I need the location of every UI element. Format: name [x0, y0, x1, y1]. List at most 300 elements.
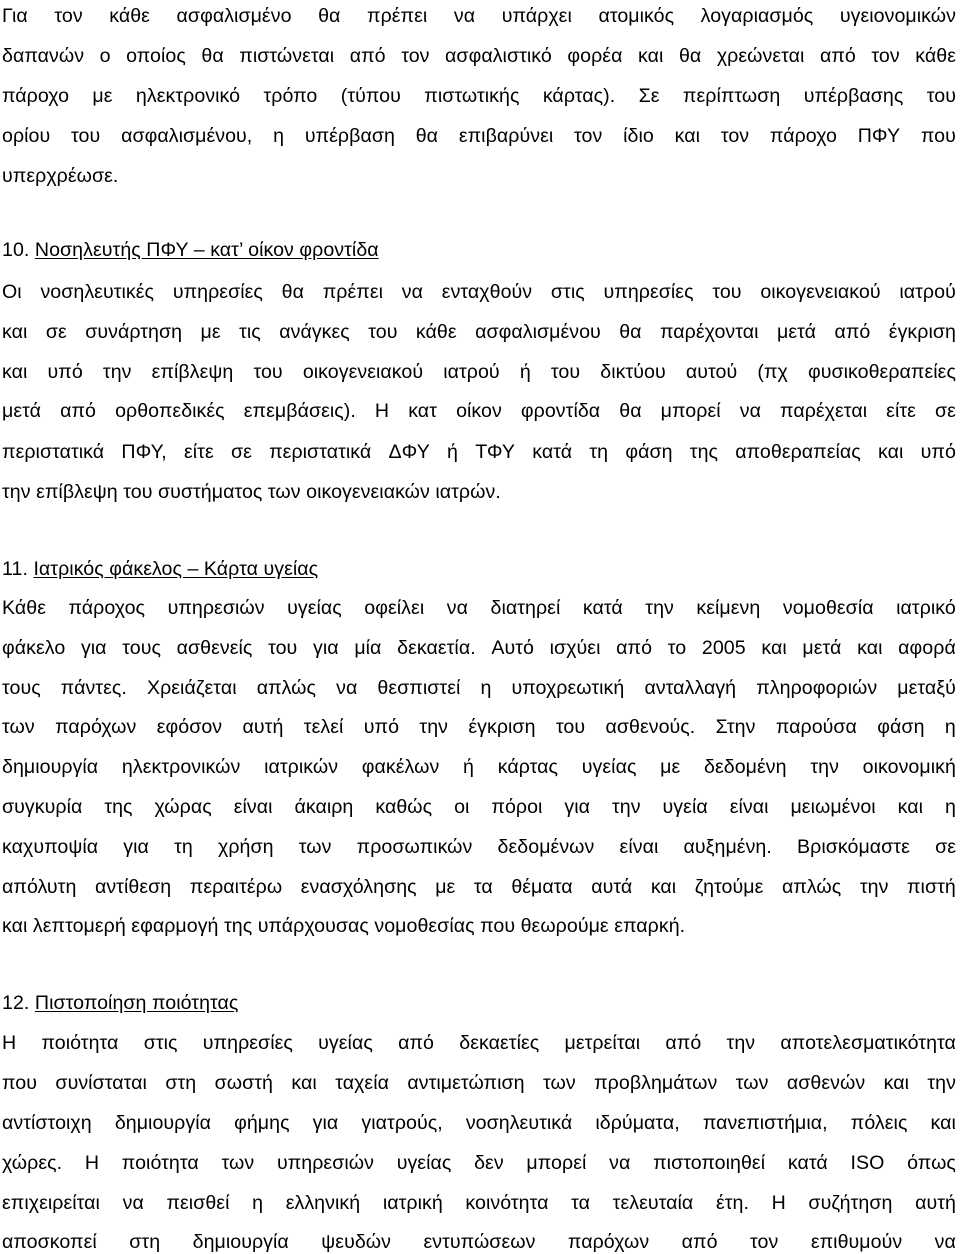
intro-line-5: υπερχρέωσε. — [2, 165, 119, 187]
word: ΔΦΥ — [388, 441, 430, 463]
word: προσωπικών — [356, 836, 473, 858]
word: μετρείται — [564, 1032, 641, 1054]
section-11-line-2 — [2, 636, 956, 660]
word: Η — [84, 1152, 100, 1174]
intro-line-4 — [2, 124, 956, 148]
word: αυτή — [915, 1192, 956, 1214]
intro-line-3 — [2, 84, 956, 108]
word: κάρτας — [497, 756, 559, 778]
section-12-line-4 — [2, 1151, 956, 1175]
word: της — [104, 796, 133, 818]
word: την — [859, 876, 889, 898]
word: υγείας — [396, 1152, 452, 1174]
section-11-line-5 — [2, 755, 956, 779]
word: επιθυμούν — [810, 1231, 903, 1253]
word: κάθε — [915, 45, 956, 67]
word: Σε — [638, 85, 660, 107]
word: χρεώνεται — [716, 45, 805, 67]
word: αντιμετώπιση — [407, 1072, 525, 1094]
word: έτη. — [715, 1192, 749, 1214]
word: υπηρεσίες — [202, 1032, 293, 1054]
word: που — [2, 1072, 38, 1094]
word: τον — [54, 5, 83, 27]
word: και — [761, 637, 787, 659]
word: και — [2, 361, 28, 383]
word: δαπανών — [2, 45, 85, 67]
word: μπορεί — [526, 1152, 587, 1174]
word: απόλυτη — [2, 876, 77, 898]
word: και — [883, 1072, 909, 1094]
word: από — [349, 45, 386, 67]
word: παρούσα — [775, 716, 857, 738]
word: περαιτέρω — [189, 876, 283, 898]
word: να — [453, 5, 476, 27]
word: παρέχεται — [780, 400, 868, 422]
word: θέματα — [511, 876, 573, 898]
word: παρόχων — [55, 716, 137, 738]
word: είτε — [886, 400, 916, 422]
word: απλώς — [781, 876, 842, 898]
section-12-line-2 — [2, 1071, 956, 1095]
word: συζήτηση — [808, 1192, 893, 1214]
word: πρέπει — [367, 5, 428, 27]
word: η — [480, 677, 492, 699]
word: θα — [281, 281, 304, 303]
word: φυσικοθεραπείες — [807, 361, 956, 383]
word: ηλεκτρονικών — [121, 756, 241, 778]
word: τον — [574, 125, 603, 147]
word: ιατρική — [382, 1192, 443, 1214]
word: του — [71, 125, 101, 147]
word: φορέα — [567, 45, 623, 67]
word: ή — [463, 756, 474, 778]
word: έγκριση — [888, 321, 956, 343]
word: ΠΦΥ — [857, 125, 901, 147]
word: μετά — [776, 321, 816, 343]
word: υπέρβασης — [803, 85, 904, 107]
word: κατά — [787, 1152, 828, 1174]
word: ατομικός — [598, 5, 675, 27]
word: ανάγκες — [279, 321, 350, 343]
word: πιστώνεται — [239, 45, 335, 67]
section-12-heading — [2, 991, 956, 1015]
word: που — [920, 125, 956, 147]
word: σωστή — [214, 1072, 273, 1094]
word: λογαριασμός — [700, 5, 814, 27]
word: τις — [239, 321, 261, 343]
word: ασθενούς. — [605, 716, 696, 738]
word: δεν — [474, 1152, 504, 1174]
word: παρόχων — [567, 1231, 650, 1253]
word: του — [712, 281, 742, 303]
word: ενασχόλησης — [300, 876, 417, 898]
word: του — [253, 361, 283, 383]
word: τον — [871, 45, 900, 67]
word: φήμης — [234, 1112, 290, 1134]
word: αυτά — [591, 876, 633, 898]
word: στη — [165, 1072, 197, 1094]
word: θα — [619, 321, 642, 343]
section-11-line-4 — [2, 715, 956, 739]
word: ιατρού — [443, 361, 500, 383]
word: να — [401, 281, 424, 303]
section-12-title: Πιστοποίηση ποιότητας — [34, 992, 239, 1014]
word: με — [435, 876, 456, 898]
word: οίκον — [456, 400, 502, 422]
word: υπό — [363, 716, 400, 738]
word: νοσηλευτικά — [465, 1112, 573, 1134]
word: και — [857, 637, 883, 659]
word: ή — [519, 361, 531, 383]
word: οφείλει — [364, 597, 425, 619]
word: από — [834, 321, 871, 343]
word: στη — [129, 1231, 161, 1253]
section-11-line-1 — [2, 596, 956, 620]
word: με — [200, 321, 221, 343]
word: η — [944, 716, 956, 738]
word: ασθενείς — [176, 637, 253, 659]
word: για — [564, 796, 591, 818]
word: διατηρεί — [490, 597, 561, 619]
section-10-line-6: την επίβλεψη του συστήματος των οικογενειακών ιατρών. — [2, 481, 501, 503]
word: Η — [374, 400, 390, 422]
word: του — [555, 716, 586, 738]
word: κατά — [532, 441, 573, 463]
word: υγειονομικών — [839, 5, 956, 27]
word: του — [268, 637, 298, 659]
word: η — [944, 796, 956, 818]
word: (πχ — [757, 361, 788, 383]
word: χώρας — [154, 796, 212, 818]
word: κοινότητα — [465, 1192, 549, 1214]
word: ιατρικό — [896, 597, 956, 619]
word: Οι — [2, 281, 22, 303]
word: από — [60, 400, 96, 422]
word: οποίος — [126, 45, 186, 67]
word: περιστατικά — [2, 441, 105, 463]
section-12-line-5 — [2, 1191, 956, 1215]
word: δημιουργία — [2, 756, 99, 778]
word: να — [122, 1192, 144, 1214]
word: κείμενη — [696, 597, 761, 619]
word: αφορά — [898, 637, 956, 659]
word: των — [542, 1072, 576, 1094]
word: υπέρβαση — [304, 125, 395, 147]
word: για — [313, 637, 339, 659]
word: συνίσταται — [55, 1072, 147, 1094]
word: πάντες. — [60, 677, 127, 699]
word: είναι — [619, 836, 659, 858]
word: (τύπου — [340, 85, 401, 107]
word: από — [665, 1032, 702, 1054]
word: οικογενειακού — [302, 361, 424, 383]
word: πρέπει — [322, 281, 384, 303]
word: υγείας — [287, 597, 342, 619]
word: ή — [447, 441, 458, 463]
word: και — [897, 796, 924, 818]
word: και — [930, 1112, 956, 1134]
word: την — [645, 597, 674, 619]
word: μία — [354, 637, 382, 659]
word: εντυπώσεων — [423, 1231, 536, 1253]
word: άκαιρη — [294, 796, 354, 818]
word: περίπτωση — [682, 85, 781, 107]
word: ταχεία — [335, 1072, 389, 1094]
word: από — [616, 637, 653, 659]
word: του — [550, 361, 581, 383]
word: τρόπο — [263, 85, 318, 107]
word: πιστοποιηθεί — [653, 1152, 766, 1174]
word: ορθοπεδικές — [115, 400, 225, 422]
word: η — [252, 1192, 264, 1214]
word: ποιότητα — [41, 1032, 119, 1054]
word: θα — [415, 125, 439, 147]
word: μεταξύ — [897, 677, 956, 699]
word: και — [674, 125, 701, 147]
word: την — [419, 716, 448, 738]
word: ο — [99, 45, 111, 67]
section-10-title: Νοσηλευτής ΠΦΥ – κατ’ οίκον φροντίδα — [34, 239, 379, 261]
word: για — [312, 1112, 339, 1134]
word: πάροχος — [68, 597, 146, 619]
intro-line-2 — [2, 44, 956, 68]
word: των — [298, 836, 332, 858]
word: υπηρεσιών — [167, 597, 265, 619]
word: ΤΦΥ — [475, 441, 516, 463]
section-10-line-5 — [2, 440, 956, 464]
word: πανεπιστήμια, — [702, 1112, 828, 1134]
section-10-line-3 — [2, 360, 956, 384]
word: φάση — [877, 716, 925, 738]
word: του — [926, 85, 956, 107]
word: Στην — [715, 716, 756, 738]
word: μετά — [802, 637, 842, 659]
word: επιβαρύνει — [458, 125, 554, 147]
word: ανταλλαγή — [644, 677, 737, 699]
word: Κάθε — [2, 597, 46, 619]
word: φροντίδα — [520, 400, 601, 422]
word: ψευδών — [321, 1231, 392, 1253]
word: θα — [201, 45, 224, 67]
word: 2005 — [701, 637, 746, 659]
word: τα — [571, 1192, 591, 1214]
word: πόλεις — [850, 1112, 908, 1134]
word: κάρτας). — [542, 85, 616, 107]
word: είτε — [183, 441, 214, 463]
word: των — [221, 1152, 255, 1174]
word: είναι — [233, 796, 273, 818]
word: τον — [750, 1231, 779, 1253]
word: τη — [174, 836, 193, 858]
word: ίδιο — [623, 125, 654, 147]
section-11-line-6 — [2, 795, 956, 819]
word: και — [878, 441, 904, 463]
word: κατ — [408, 400, 437, 422]
word: πάροχο — [769, 125, 837, 147]
word: από — [681, 1231, 718, 1253]
word: θεσπιστεί — [377, 677, 461, 699]
word: η — [273, 125, 285, 147]
word: οι — [454, 796, 470, 818]
word: αποτελεσματικότητα — [780, 1032, 956, 1054]
section-11-heading — [2, 557, 956, 581]
section-11-line-9: και λεπτομερή εφαρμογή της υπάρχουσας νομοθεσίας που θεωρούμε επαρκή. — [2, 915, 686, 937]
section-10-line-2 — [2, 320, 956, 344]
word: ασφαλισμένο — [176, 5, 292, 27]
word: πόροι — [491, 796, 543, 818]
word: Βρισκόμαστε — [797, 836, 910, 858]
word: καθώς — [375, 796, 433, 818]
word: των — [735, 1072, 769, 1094]
word: ιατρού — [899, 281, 956, 303]
word: δημιουργία — [114, 1112, 211, 1134]
word: να — [336, 677, 358, 699]
word: τον — [720, 125, 750, 147]
word: στις — [143, 1032, 178, 1054]
word: από — [398, 1032, 434, 1054]
word: να — [934, 1231, 956, 1253]
section-10-line-1 — [2, 280, 956, 304]
word: τους — [2, 677, 41, 699]
word: συνάρτηση — [85, 321, 183, 343]
word: σε — [935, 836, 956, 858]
word: κάθε — [415, 321, 457, 343]
word: τη — [589, 441, 609, 463]
word: Η — [771, 1192, 786, 1214]
word: είναι — [729, 796, 769, 818]
word: χρήση — [218, 836, 274, 858]
word: θα — [318, 5, 341, 27]
word: πάροχο — [2, 85, 70, 107]
word: δικτύου — [600, 361, 666, 383]
word: δεκαετία. — [397, 637, 476, 659]
word: του — [368, 321, 398, 343]
word: ελληνική — [285, 1192, 361, 1214]
word: για — [123, 836, 149, 858]
word: σε — [935, 400, 956, 422]
word: την — [726, 1032, 756, 1054]
word: Αυτό — [491, 637, 534, 659]
word: ορίου — [2, 125, 51, 147]
word: να — [446, 597, 468, 619]
word: Για — [2, 5, 28, 27]
word: για — [80, 637, 107, 659]
word: ποιότητα — [121, 1152, 199, 1174]
word: φάση — [625, 441, 673, 463]
word: πιστωτικής — [424, 85, 520, 107]
section-12-number: 12. — [2, 992, 35, 1014]
word: ΠΦΥ, — [121, 441, 167, 463]
word: Η — [2, 1032, 17, 1054]
section-12-line-3 — [2, 1111, 956, 1135]
word: την — [612, 796, 641, 818]
word: οικογενειακού — [760, 281, 881, 303]
word: υποχρεωτική — [511, 677, 625, 699]
word: την — [927, 1072, 956, 1094]
section-10-line-4 — [2, 399, 956, 423]
word: τελεί — [303, 716, 344, 738]
intro-line-1 — [2, 4, 956, 28]
word: χώρες. — [2, 1152, 63, 1174]
word: υπό — [920, 441, 956, 463]
word: δεκαετίες — [459, 1032, 540, 1054]
word: αντίθεση — [94, 876, 172, 898]
word: επιχειρείται — [2, 1192, 100, 1214]
word: αυτή — [242, 716, 284, 738]
word: σε — [230, 441, 252, 463]
word: φάκελο — [2, 637, 66, 659]
word: με — [660, 756, 681, 778]
word: αποσκοπεί — [2, 1231, 97, 1253]
word: φακέλων — [361, 756, 440, 778]
word: υγεία — [662, 796, 708, 818]
word: έγκριση — [468, 716, 536, 738]
section-11-line-7 — [2, 835, 956, 859]
section-11-line-3 — [2, 676, 956, 700]
section-11-title: Ιατρικός φάκελος – Κάρτα υγείας — [33, 558, 319, 580]
word: Χρειάζεται — [146, 677, 237, 699]
word: νοσηλευτικές — [40, 281, 155, 303]
word: την — [810, 756, 839, 778]
word: τελευταία — [612, 1192, 694, 1214]
word: καχυποψία — [2, 836, 99, 858]
word: συγκυρία — [2, 796, 83, 818]
word: της — [689, 441, 719, 463]
word: δεδομένη — [704, 756, 787, 778]
word: υγείας — [581, 756, 637, 778]
word: και — [650, 876, 677, 898]
word: αντίστοιχη — [2, 1112, 92, 1134]
word: την — [102, 361, 132, 383]
section-10-number: 10. — [2, 239, 35, 261]
word: να — [609, 1152, 631, 1174]
word: ασφαλισμένου — [475, 321, 601, 343]
word: υγείας — [318, 1032, 373, 1054]
word: ιατρικών — [264, 756, 339, 778]
word: τους — [122, 637, 161, 659]
section-12-line-6 — [2, 1230, 956, 1254]
word: θα — [619, 400, 642, 422]
word: αυτού — [685, 361, 738, 383]
word: πιστή — [906, 876, 956, 898]
word: εφόσον — [156, 716, 223, 738]
word: περιστατικά — [269, 441, 372, 463]
word: ISO — [850, 1152, 885, 1174]
word: ιδρύματα, — [595, 1112, 680, 1134]
word: υπηρεσιών — [276, 1152, 374, 1174]
word: κατά — [582, 597, 623, 619]
word: υπάρχει — [501, 5, 572, 27]
word: των — [2, 716, 35, 738]
word: τον — [401, 45, 430, 67]
word: επεμβάσεις). — [243, 400, 356, 422]
word: ζητούμε — [694, 876, 764, 898]
word: δημιουργία — [192, 1231, 289, 1253]
word: και — [291, 1072, 317, 1094]
word: γιατρούς, — [361, 1112, 443, 1134]
section-11-number: 11. — [2, 558, 34, 580]
section-12-line-1 — [2, 1031, 956, 1055]
word: θα — [678, 45, 702, 67]
word: το — [667, 637, 687, 659]
word: ασφαλισμένου, — [121, 125, 253, 147]
word: σε — [45, 321, 67, 343]
word: με — [92, 85, 113, 107]
word: ασφαλιστικό — [445, 45, 552, 67]
word: ενταχθούν — [441, 281, 533, 303]
word: μετά — [2, 400, 42, 422]
word: και — [2, 321, 28, 343]
